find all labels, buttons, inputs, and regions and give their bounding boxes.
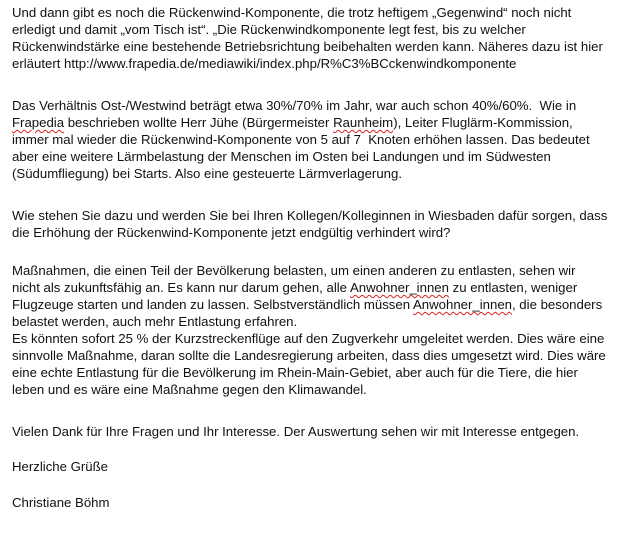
text-line: sinnvolle Maßnahme, daran sollte die Landesregierung arbeiten, dass dies umgesetzt wird. Dies wäre <box>12 348 606 363</box>
text-line: Wie stehen Sie dazu und werden Sie bei Ihren Kollegen/Kolleginnen in Wiesbaden dafür sorgen, dass <box>12 208 608 223</box>
text-line-with-link: erläutert http://www.frapedia.de/mediawiki/index.php/R%C3%BCckenwindkomponente <box>12 56 517 71</box>
spellcheck-flagged-word: Raunheim <box>333 115 394 130</box>
spellcheck-flagged-word: Anwohner_innen <box>349 280 449 295</box>
text-line: Rückenwindstärke eine bestehende Betriebsrichtung beibehalten werden kann. Näheres dazu ist hier <box>12 39 603 54</box>
text-line: Das Verhältnis Ost-/Westwind beträgt etwa 30%/70% im Jahr, war auch schon 40%/60%. Wie in <box>12 98 577 113</box>
closing-greeting: Herzliche Grüße <box>12 459 109 474</box>
text-line: immer mal wieder die Rückenwind-Komponente von 5 auf 7 Knoten erhöhen lassen. Das bedeutet <box>12 132 590 147</box>
text-line: Und dann gibt es noch die Rückenwind-Komponente, die trotz heftigem „Gegenwind“ noch nicht <box>12 5 572 20</box>
text-line: nicht als zukunftsfähig an. Es kann nur darum gehen, alle Anwohner_innen zu entlasten, weniger <box>12 280 578 295</box>
text-line: erledigt und damit „vom Tisch ist“. „Die Rückenwindkomponente legt fest, bis zu welcher <box>12 22 526 37</box>
text-line: leben und es wäre eine Maßnahme gegen den Klimawandel. <box>12 382 367 397</box>
text-line: Vielen Dank für Ihre Fragen und Ihr Interesse. Der Auswertung sehen wir mit Interesse entgegen. <box>12 424 580 439</box>
text-line: (Südumfliegung) bei Starts. Also eine gesteuerte Lärmverlagerung. <box>12 166 402 181</box>
signature-name: Christiane Böhm <box>12 495 110 510</box>
text-line: Frapedia beschrieben wollte Herr Jühe (Bürgermeister Raunheim), Leiter Fluglärm-Kommission, <box>12 115 573 130</box>
spellcheck-flagged-word: Anwohner_innen <box>413 297 512 312</box>
text-line: Es könnten sofort 25 % der Kurzstreckenflüge auf den Zugverkehr umgeleitet werden. Dies wäre eine <box>12 331 605 346</box>
text-line: Flugzeuge starten und landen zu lassen. Selbstverständlich müssen Anwohner_innen, die besonders <box>12 297 603 312</box>
text-line: belastet werden, auch mehr Entlastung erfahren. <box>12 314 298 329</box>
text-line: Maßnahmen, die einen Teil der Bevölkerung belasten, um einen anderen zu entlasten, sehen wir <box>12 263 576 278</box>
spellcheck-flagged-word: Frapedia <box>12 115 65 130</box>
text-line: die Erhöhung der Rückenwind-Komponente jetzt endgültig verhindert wird? <box>12 225 451 240</box>
text-line: eine echte Entlastung für die Bevölkerung im Rhein-Main-Gebiet, aber auch für die Tiere, die hier <box>12 365 578 380</box>
text-line: aber eine weitere Lärmbelastung der Menschen im Osten bei Landungen und im Südwesten <box>12 149 551 164</box>
